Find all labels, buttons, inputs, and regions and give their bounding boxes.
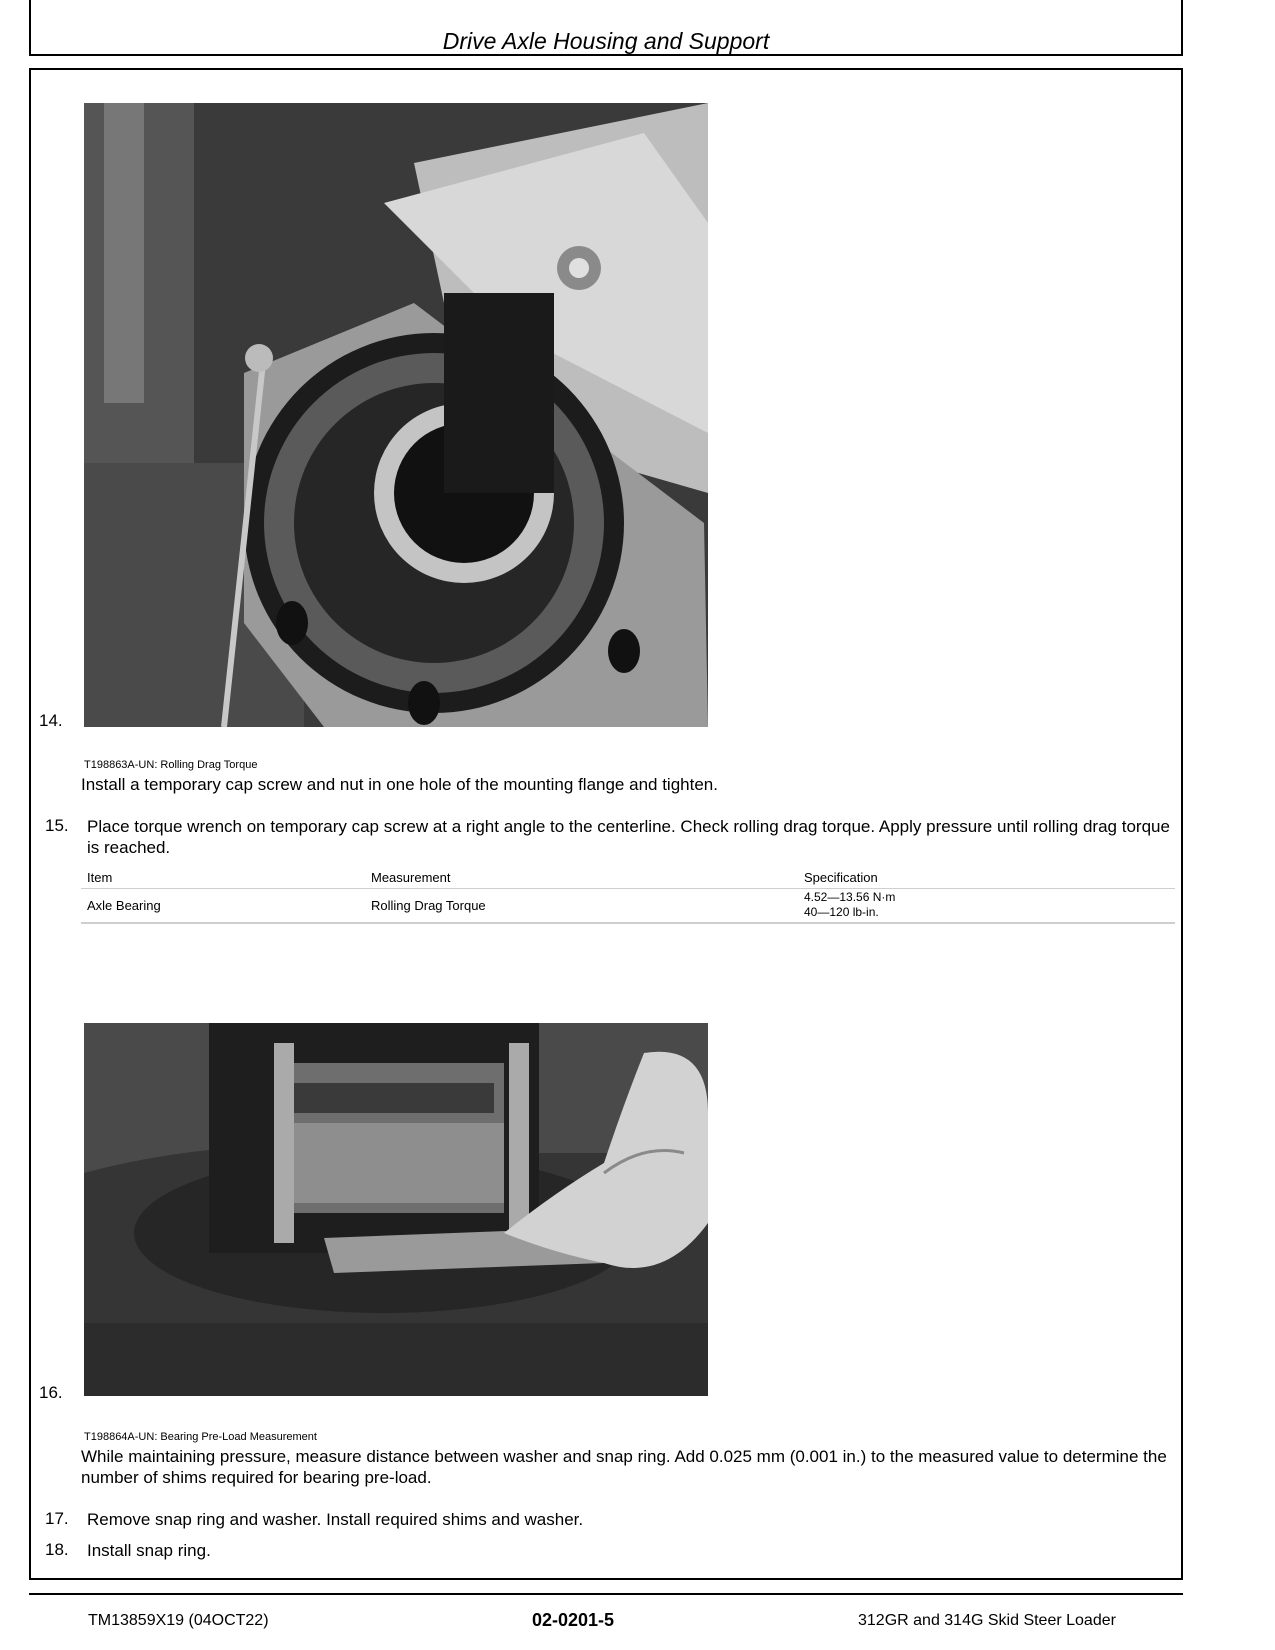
figure-caption: T198864A-UN: Bearing Pre-Load Measurement bbox=[84, 1431, 317, 1443]
footer-doc-id: TM13859X19 (04OCT22) bbox=[88, 1612, 269, 1629]
footer-page-number: 02-0201-5 bbox=[532, 1610, 615, 1630]
cell-measurement: Rolling Drag Torque bbox=[371, 898, 486, 913]
cell-spec-imperial: 40—120 lb-in. bbox=[804, 905, 879, 919]
step-text: While maintaining pressure, measure distance between washer and snap ring. Add 0.025 mm (0.001 in.) to the measured value to determine the number of shims required for bearing pre-load. bbox=[81, 1447, 1167, 1487]
bearing-preload-photo bbox=[84, 1023, 708, 1396]
table-row bbox=[81, 889, 1175, 924]
step-text: Install snap ring. bbox=[87, 1541, 211, 1560]
spec-table-header bbox=[81, 868, 1175, 889]
step-number: 15. bbox=[45, 816, 69, 835]
step-number: 17. bbox=[45, 1509, 69, 1528]
page-title: Drive Axle Housing and Support bbox=[442, 28, 770, 54]
rolling-drag-torque-photo bbox=[84, 103, 708, 727]
column-header-item: Item bbox=[87, 870, 113, 885]
step-text: Place torque wrench on temporary cap screw at a right angle to the centerline. Check rolling drag torque. Apply pressure until rolling drag torque is reached. bbox=[87, 817, 1170, 857]
step-text: Remove snap ring and washer. Install required shims and washer. bbox=[87, 1510, 584, 1529]
step-text: Install a temporary cap screw and nut in one hole of the mounting flange and tighten. bbox=[81, 775, 718, 794]
page-header bbox=[29, 0, 1183, 56]
footer-product-name: 312GR and 314G Skid Steer Loader bbox=[858, 1612, 1116, 1629]
column-header-specification: Specification bbox=[804, 870, 878, 885]
cell-spec-metric: 4.52—13.56 N·m bbox=[804, 890, 896, 904]
footer-divider bbox=[29, 1593, 1183, 1595]
step-number: 18. bbox=[45, 1540, 69, 1559]
cell-item: Axle Bearing bbox=[87, 898, 161, 913]
column-header-measurement: Measurement bbox=[371, 870, 451, 885]
step-number: 16. bbox=[39, 1383, 63, 1402]
step-number: 14. bbox=[39, 711, 63, 730]
figure-caption: T198863A-UN: Rolling Drag Torque bbox=[84, 759, 258, 771]
